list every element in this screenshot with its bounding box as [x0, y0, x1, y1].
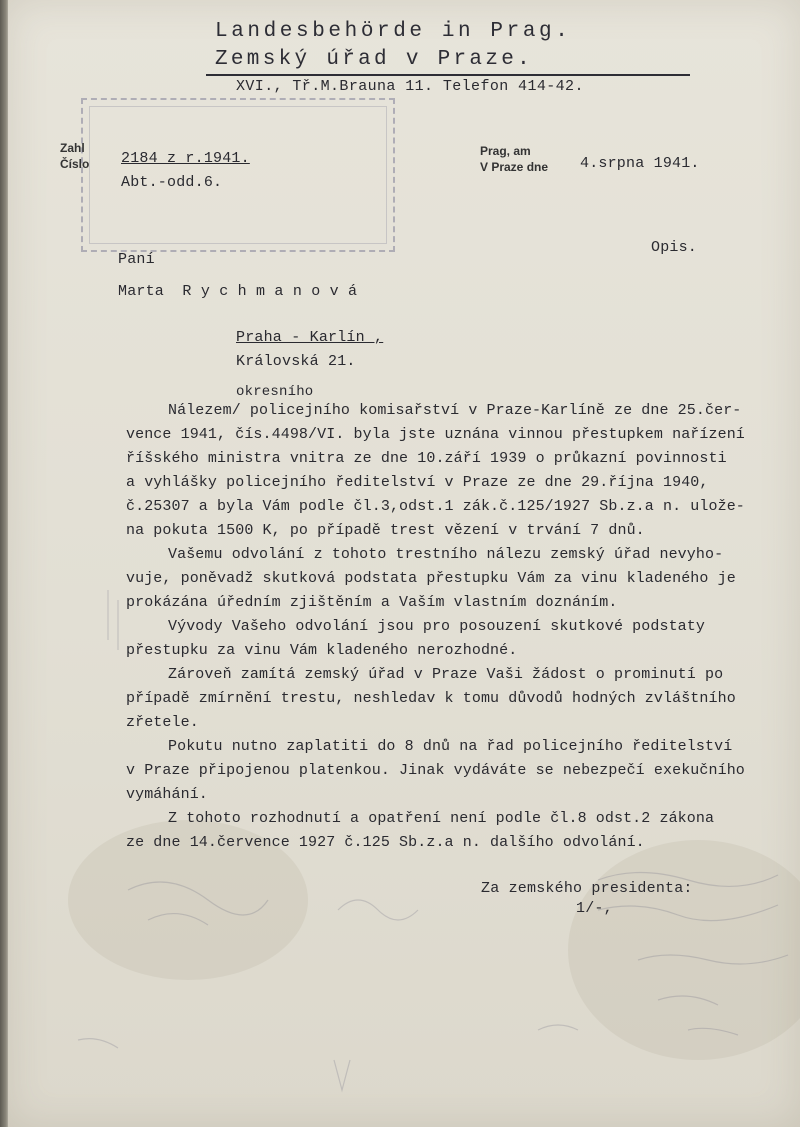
body-line: zřetele.: [126, 714, 199, 731]
body-line: Vývody Vašeho odvolání jsou pro posouzení skutkové podstaty: [168, 618, 705, 635]
body-line: Z tohoto rozhodnutí a opatření není podle čl.8 odst.2 zákona: [168, 810, 715, 827]
copy-mark: Opis.: [651, 239, 698, 256]
letterhead-czech: Zemský úřad v Praze.: [215, 48, 534, 71]
document-sheet: [8, 0, 800, 1127]
body-line: na pokuta 1500 K, po případě trest vězení v trvání 7 dnů.: [126, 522, 645, 539]
label-cislo: Číslo: [60, 157, 90, 171]
body-line: případě zmírnění trestu, neshledav k tomu důvodů hodných zvláštního: [126, 690, 736, 707]
recipient-name: Marta R y c h m a n o v á: [118, 283, 358, 300]
body-line: č.25307 a byla Vám podle čl.3,odst.1 zák.č.125/1927 Sb.z.a n. ulože-: [126, 498, 745, 515]
body-line: ze dne 14.července 1927 č.125 Sb.z.a n. dalšího odvolání.: [126, 834, 645, 851]
body-line: Nálezem/ policejního komisařství v Praze-Karlíně ze dne 25.čer-: [168, 402, 742, 419]
recipient-street: Královská 21.: [236, 353, 356, 370]
body-line: vuje, poněvadž skutková podstata přestupku Vám za vinu kladeného je: [126, 570, 736, 587]
handwritten-insertion: okresního: [236, 384, 314, 400]
department: Abt.-odd.6.: [121, 174, 223, 191]
body-line: prokázána úředním zjištěním a Vaším vlastním doznáním.: [126, 594, 618, 611]
body-line: říšského ministra vnitra ze dne 10.září 1939 o průkazní povinnosti: [126, 450, 727, 467]
body-line: přestupku za vinu Vám kladeného nerozhodné.: [126, 642, 518, 659]
letterhead-address: XVI., Tř.M.Brauna 11. Telefon 414-42.: [236, 78, 584, 95]
letterhead-rule: [206, 74, 690, 76]
signature-line: Za zemského presidenta:: [481, 880, 693, 897]
recipient-salutation: Paní: [118, 251, 155, 268]
body-line: Vašemu odvolání z tohoto trestního nálezu zemský úřad nevyho-: [168, 546, 724, 563]
date-label-czech: V Praze dne: [480, 160, 549, 174]
body-line: a vyhlášky policejního ředitelství v Praze ze dne 29.října 1940,: [126, 474, 709, 491]
body-line: vymáhání.: [126, 786, 208, 803]
body-line: v Praze připojenou platenkou. Jinak vydáváte se nebezpečí exekučního: [126, 762, 745, 779]
recipient-city: Praha - Karlín ,: [236, 329, 384, 346]
body-line: vence 1941, čís.4498/VI. byla jste uznána vinnou přestupkem nařízení: [126, 426, 745, 443]
label-zahl: Zahl: [60, 141, 85, 155]
signature-mark: 1/-,: [576, 900, 613, 917]
letterhead-german: Landesbehörde in Prag.: [215, 20, 572, 43]
body-line: Zároveň zamítá zemský úřad v Praze Vaši žádost o prominutí po: [168, 666, 724, 683]
date-label-german: Prag, am: [480, 144, 531, 158]
faint-bleedthrough-marks: [38, 560, 800, 1100]
date-value: 4.srpna 1941.: [580, 155, 700, 172]
body-line: Pokutu nutno zaplatiti do 8 dnů na řad policejního ředitelství: [168, 738, 733, 755]
reference-number: 2184 z r.1941.: [121, 150, 250, 167]
